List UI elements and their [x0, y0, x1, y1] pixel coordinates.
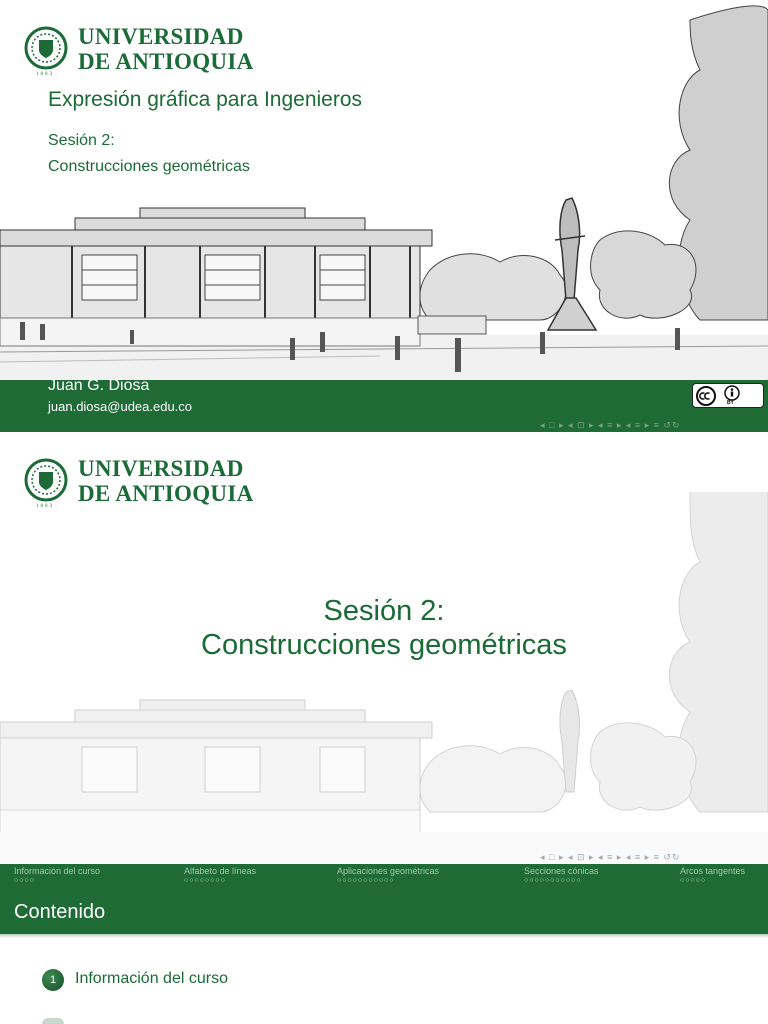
campus-sketch-faded-illustration	[0, 492, 768, 864]
session-subtitle	[48, 128, 250, 180]
nav-section-label: Alfabeto de líneas	[184, 866, 257, 876]
university-name	[78, 24, 254, 74]
toc-item-number-bullet: 1	[42, 969, 64, 991]
nav-section-dots[interactable]: ○○○○	[14, 877, 35, 884]
nav-section-label: Información del curso	[14, 866, 101, 876]
title-slide	[0, 0, 768, 432]
university-name-line1: UNIVERSIDAD	[78, 456, 244, 481]
contents-slide	[0, 864, 768, 1024]
frame-title-shadow	[0, 934, 768, 938]
author-email: juan.diosa@udea.edu.co	[48, 399, 193, 414]
nav-section-conics[interactable]	[524, 866, 599, 884]
university-seal-icon	[24, 456, 70, 510]
course-title: Expresión gráfica para Ingenieros	[48, 88, 363, 111]
university-name-line2: DE ANTIOQUIA	[78, 481, 254, 506]
seal-year: 1803	[36, 504, 54, 509]
nav-section-dots[interactable]: ○○○○○	[680, 877, 707, 884]
section-title-line1: Sesión 2:	[323, 595, 445, 627]
nav-section-arcs[interactable]	[680, 866, 745, 884]
nav-section-info[interactable]	[14, 866, 100, 884]
nav-section-dots[interactable]: ○○○○○○○○○○○	[337, 877, 395, 884]
nav-section-label: Arcos tangentes	[680, 866, 746, 876]
university-name-line2: DE ANTIOQUIA	[78, 49, 254, 74]
toc-item-label[interactable]: Información del curso	[75, 970, 228, 987]
university-name-line1: UNIVERSIDAD	[78, 24, 244, 49]
nav-section-lines[interactable]	[184, 866, 256, 884]
nav-section-dots[interactable]: ○○○○○○○○○○○	[524, 877, 582, 884]
by-icon	[723, 385, 741, 401]
nav-section-applications[interactable]	[337, 866, 439, 884]
section-title-line2: Construcciones geométricas	[201, 629, 567, 661]
university-logo-2	[24, 456, 274, 516]
frame-title: Contenido	[14, 901, 106, 923]
section-title	[0, 594, 768, 662]
section-slide	[0, 432, 768, 864]
session-topic: Construcciones geométricas	[48, 158, 250, 175]
nav-section-dots[interactable]: ○○○○○○○○	[184, 877, 226, 884]
nav-section-label: Aplicaciones geométricas	[337, 866, 440, 876]
beamer-navigation[interactable]: ◂ □ ▸ ◂ ⊡ ▸ ◂ ≡ ▸ ◂ ≡ ▸ ≡ ↺↻	[540, 420, 681, 430]
seal-year: 1803	[36, 72, 54, 77]
license-by-label: BY	[727, 400, 734, 406]
session-number: Sesión 2:	[48, 132, 115, 149]
beamer-navigation-2[interactable]: ◂ □ ▸ ◂ ⊡ ▸ ◂ ≡ ▸ ◂ ≡ ▸ ≡ ↺↻	[540, 852, 681, 862]
cc-icon	[696, 386, 716, 406]
toc-item-next-bullet	[42, 1018, 64, 1024]
license-badge	[692, 383, 764, 408]
university-logo	[24, 24, 274, 84]
nav-section-label: Secciones cónicas	[524, 866, 599, 876]
author-name: Juan G. Diosa	[48, 377, 150, 394]
university-seal-icon	[24, 24, 70, 78]
university-name	[78, 456, 254, 506]
